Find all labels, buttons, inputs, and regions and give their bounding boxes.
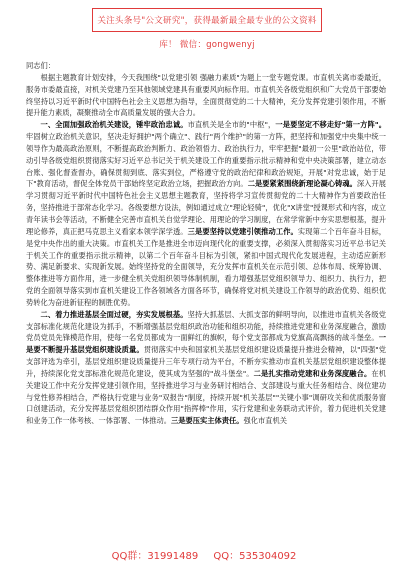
promo-banner: 关注头条号"公文研究"，获得最新最全最专业的公文资料库！ 微信：gongwenyj [92, 8, 322, 32]
section-two-point-2: 二是扎实推动党建和业务深度融合。 [253, 368, 372, 378]
section-two-heading: 二、着力推进基层全面过硬，夯实发展根基。 [40, 309, 188, 319]
section-two-point-3: 三是要压实主体责任。 [171, 416, 244, 426]
section-two-paragraph [26, 309, 386, 427]
section-two-text-g: 强化市直机关 [243, 416, 288, 426]
section-one-point-2: 二是要紧紧围绕新理论凝心铸魂。 [247, 179, 357, 189]
section-two-text-e: 在机关建设工作中充分发挥党建引领作用，坚持推进学习与业务研讨相结合、支部建设与重大任务相结合、岗位建功与党性修养相结合，严格执行党建与业务"双报告"制度，持续开展"机关基层""关键小事"调研攻关和优质服务窗口创建活动，充分发挥基层党组织团结群众作用"指挥棒"作用，实行党建和业务联动式评价，着力促进机关党建和业务工作一体考核、一体部署、一体推动。 [26, 368, 386, 426]
section-one-point-3: 三是要坚持以党建引领推动工作。 [187, 226, 298, 236]
section-one-text-a: 市直机关是全市的"中枢"， [187, 120, 276, 130]
section-two-point-1: 一是要不断提升基层党组织建设质量。 [26, 333, 386, 355]
section-two-text-c: 贯彻落实中央和国家机关基层党组织建设质量提升推进会精神，以"四强"党支部评选为牵引，基层党组织建设质量提升三年专项行动为平台，不断夯实推动市直机关基层党组织建设整体提升，持续深化党支部标准化规范化建设，使其成为坚强的"战斗堡垒"。 [26, 345, 386, 378]
section-one-text-e: 深入开展学习贯彻习近平新时代中国特色社会主义思想主题教育，坚持将学习宣传贯彻党的二十大精神作为首要政治任务，坚持推进于部常态化学习。各级要想方设法，例如通过成立"理论轻骑"，优化"X讲堂"授课形式和内容，成立青年读书会等活动，不断健全完善市直机关自觉学理论、用理论的学习制度，在常学常新中夯实思想根基，提升理论修养，真正把马克思主义看家本领学深学透。 [26, 179, 386, 236]
section-one-text-g: 实现第二个百年奋斗目标，是党中央作出的重大决策。市直机关工作是推进全市迈向现代化的重要支撑，必须深入贯彻落实习近平总书记关于机关工作的重要指示批示精神，以第二个百年奋斗目标为引领，紧扣中国式现代化发展进程，主动适应新形势、满足新要求、实现新发展。始终坚持党的全面领导，充分发挥市直机关在示范引领、总体布局、统筹协调、整体推进等方面作用，进一步健全机关党组织领导体制机制，看力增强基层党组织领导力、组织力、执行力，把党的全面领导落实到市直机关建设工作各领域各方面各环节，确保将党对机关建设工作领导的政治优势、组织优势转化为奋进新征程的制胜优势。 [26, 226, 386, 307]
contact-footer [0, 549, 408, 565]
intro-paragraph: 根据主题教育计划安排，今天我围绕"以党建引领 强融力素质"为题上一堂专题党课。市直机关离市委最近，服务市委最直接，对机关党建乃至其他领域党建具有重要风向标作用。市直机关各级党组织和广大党员干部要始终坚持以习近平新时代中国特色社会主义思想为指导，全面贯彻党的二十大精神，充分发挥党建引领作用，不断提升能力素质，凝聚推动全市高质量发展的强大合力。 [26, 72, 386, 118]
section-one-point-1: 一是要坚定不移走好"第一方阵"。 [275, 120, 386, 130]
qq-number-text: QQ：535304092 [213, 551, 297, 562]
section-one-heading: 一、全面加强政治机关建设，锤牢政治忠诚。 [40, 120, 188, 130]
speech-document [26, 60, 386, 540]
section-one-text-c: 牢固树立政治机关意识，坚决走好拥护"两个确立"、践行"两个维护"的第一方阵，把坚持和加强党中央集中统一领导作为最高政治原则，不断提高政治判断力、政治领悟力、政治执行力，牢牢把握"最初一公里"政治站位，带动引导各级党组织贯彻落实好习近平总书记关于机关建设工作的重要指示批示精神和党中央决策部署，建立动态台账、强化督查督办，确保贯彻到底、落实到位，严格遵守党的政治纪律和政治规矩，开展"对党忠诚，始于足下"教育活动，督促全体党员干部始终坚定政治立场，把握政治方向。 [26, 132, 386, 189]
qq-group-text: QQ群：31991489 [111, 551, 199, 562]
salutation: 同志们： [26, 61, 56, 70]
section-one-paragraph [26, 119, 386, 309]
section-two-text-a: 坚持大抓基层、大抓支部的鲜明导向，以推进市直机关各级党支部标准化规范化建设为抓手，不断增强基层党组织政治功能和组织功能，持续推进党建和业务深度融合，激励党员党员先锋模范作用，使每一名党员都成为一面鲜红的旗帜，每个党支部都成为党旗高高飘扬的战斗堡垒。 [26, 309, 386, 343]
